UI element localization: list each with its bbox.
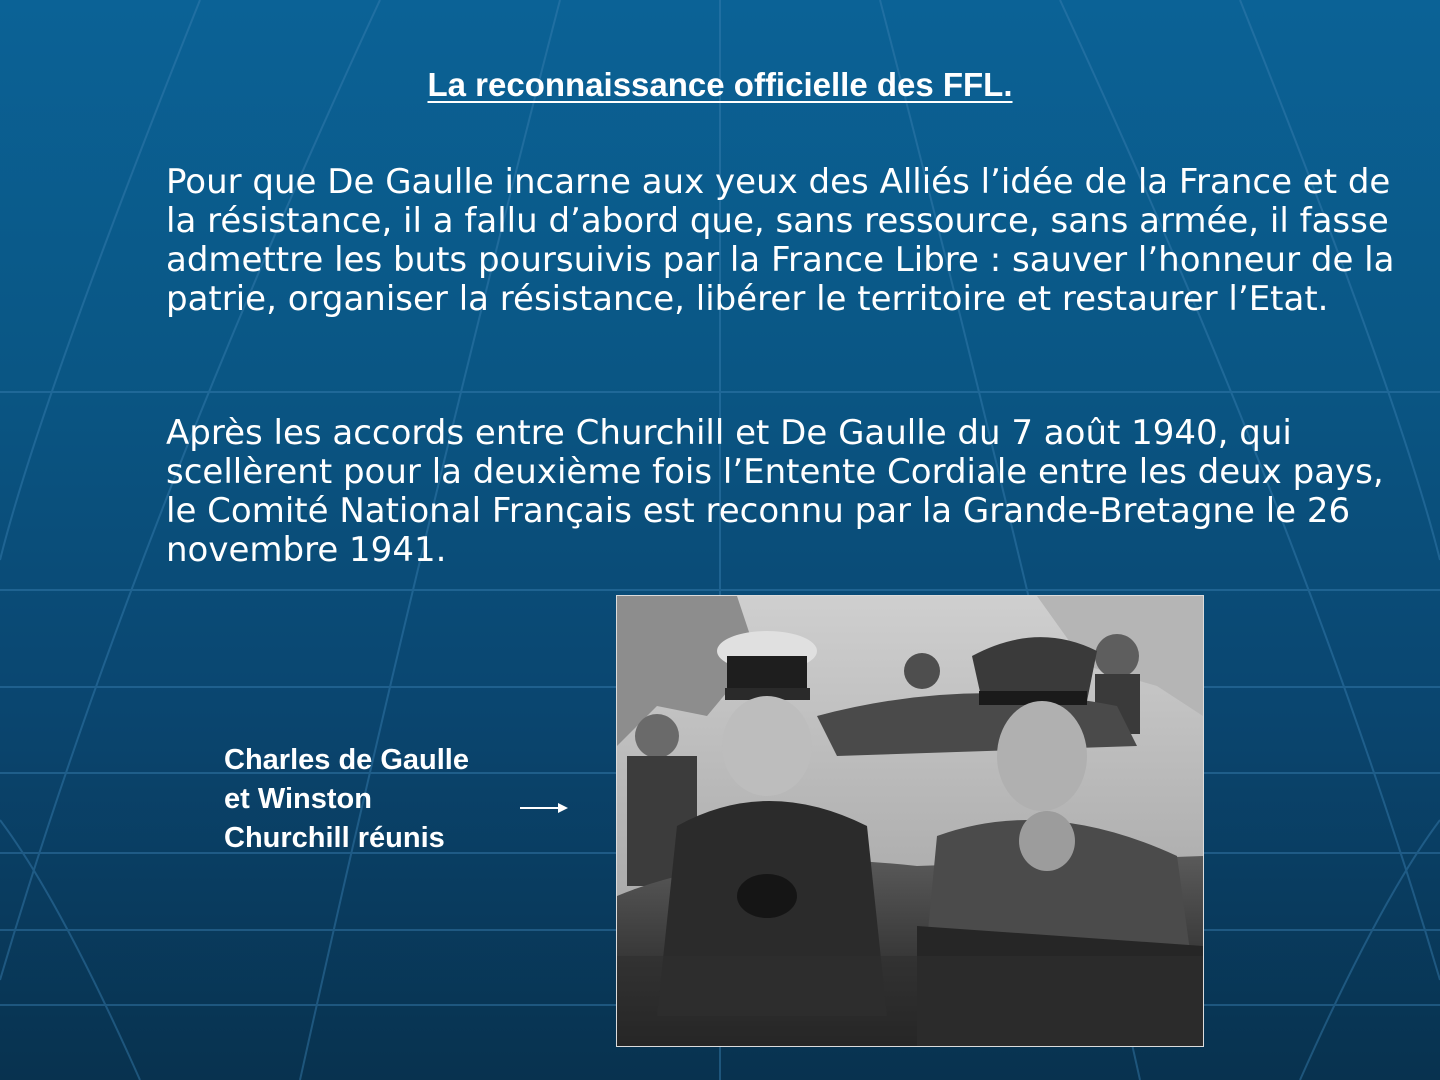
- photograph-de-gaulle-churchill: [616, 595, 1204, 1047]
- photo-caption: Charles de Gaulle et Winston Churchill réunis: [224, 744, 469, 854]
- slide-title: La reconnaissance officielle des FFL.: [427, 66, 1013, 103]
- paragraph-conditions: Pour que De Gaulle incarne aux yeux des Alliés l’idée de la France et de la résistance, il a fallu d’abord que, sans ressource, sans armée, il fasse admettre les buts poursuivis par la France Libre : sauver l’honneur de la patrie, organiser la résistance, libérer le territoire et restaurer l’Etat.: [166, 162, 1395, 319]
- paragraph-recognition: Après les accords entre Churchill et De Gaulle du 7 août 1940, qui scellèrent pour la deuxième fois l’Entente Cordiale entre les deux pays, le Comité National Français est reconnu par la Grande-Bretagne le 26 novembre 1941.: [166, 413, 1384, 570]
- right-arrow-icon: [520, 800, 570, 816]
